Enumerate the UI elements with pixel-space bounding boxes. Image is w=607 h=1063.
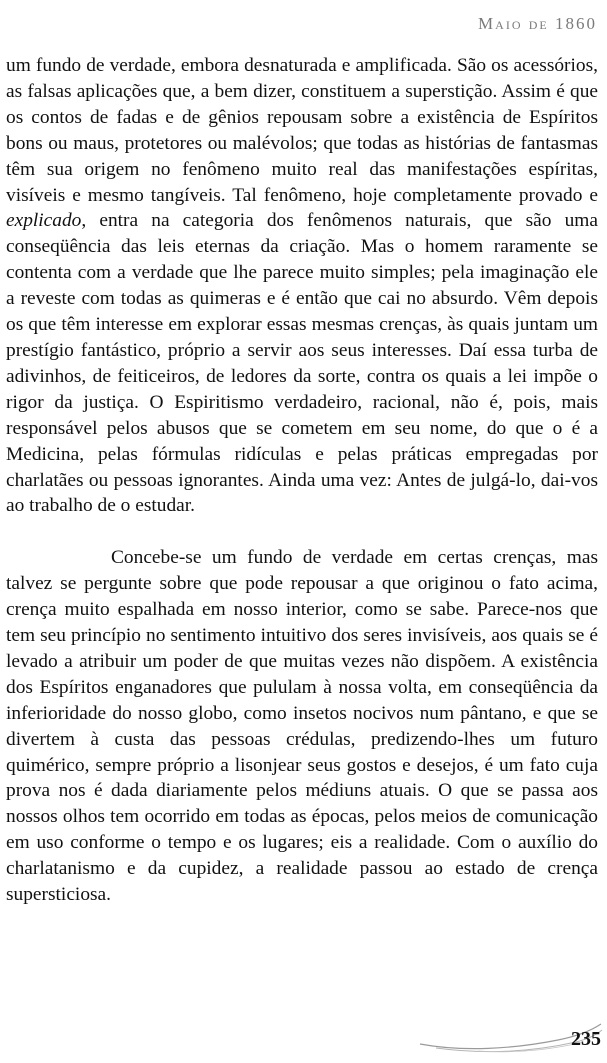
running-header: Maio de 1860 [478,14,597,33]
page-number: 235 [571,1028,601,1050]
paragraph-1-text-before: um fundo de verdade, embora desnaturada e amplificada. São os acessórios, as falsas aplicações que, a bem dizer, constituem a superstição. Assim é que os contos de fadas e de gênios repousam sobre a existência de Espíritos bons ou maus, protetores ou malévolos; que todas as histórias de fantasmas têm sua origem no fenômeno muito real das manifestações espíritas, visíveis e mesmo tangíveis. Tal fenômeno, hoje completamente provado e [6,55,598,206]
paragraph-gap [6,519,598,545]
paragraph-1-emphasis: explicado [6,210,82,232]
paragraph-2: Concebe-se um fundo de verdade em certas crenças, mas talvez se pergunte sobre que pode repousar a que originou o fato acima, crença muito espalhada em nosso interior, como se sabe. Parece-nos que tem seu princípio no sentimento intuitivo dos seres invisíveis, aos quais se é levado a atribuir um poder de que muitas vezes não dispõem. A existência dos Espíritos enganadores que pululam à nossa volta, em conseqüência da inferioridade do nosso globo, como insetos nocivos num pântano, e que se divertem à custa das pessoas crédulas, predizendo-lhes um futuro quimérico, sempre próprio a lisonjear seus gostos e desejos, é um fato cuja prova nos é dada diariamente pelos médiuns atuais. O que se passa aos nossos olhos tem ocorrido em todas as épocas, pelos meios de comunicação em uso conforme o tempo e os lugares; eis a realidade. Com o auxílio do charlatanismo e da cupidez, a realidade passou ao estado de crença supersticiosa. [6,547,598,906]
body-text [6,53,598,908]
paragraph-1 [6,53,598,519]
paragraph-1-text-after: , entra na categoria dos fenômenos naturais, que são uma conseqüência das leis eternas da criação. Mas o homem raramente se contenta com a verdade que lhe parece muito simples; pela imaginação ele a reveste com todas as quimeras e é então que cai no absurdo. Vêm depois os que têm interesse em explorar essas mesmas crenças, às quais juntam um prestígio fantástico, próprio a servir aos seus interesses. Daí essa turba de adivinhos, de feiticeiros, de ledores da sorte, contra os quais a lei impõe o rigor da justiça. O Espiritismo verdadeiro, racional, não é, pois, mais responsável pelos abusos que se cometem em seu nome, do que o é a Medicina, pelas fórmulas ridículas e pelas práticas empregadas por charlatães ou pessoas ignorantes. Ainda uma vez: Antes de julgá-lo, dai-vos ao trabalho de o estudar. [6,210,598,517]
